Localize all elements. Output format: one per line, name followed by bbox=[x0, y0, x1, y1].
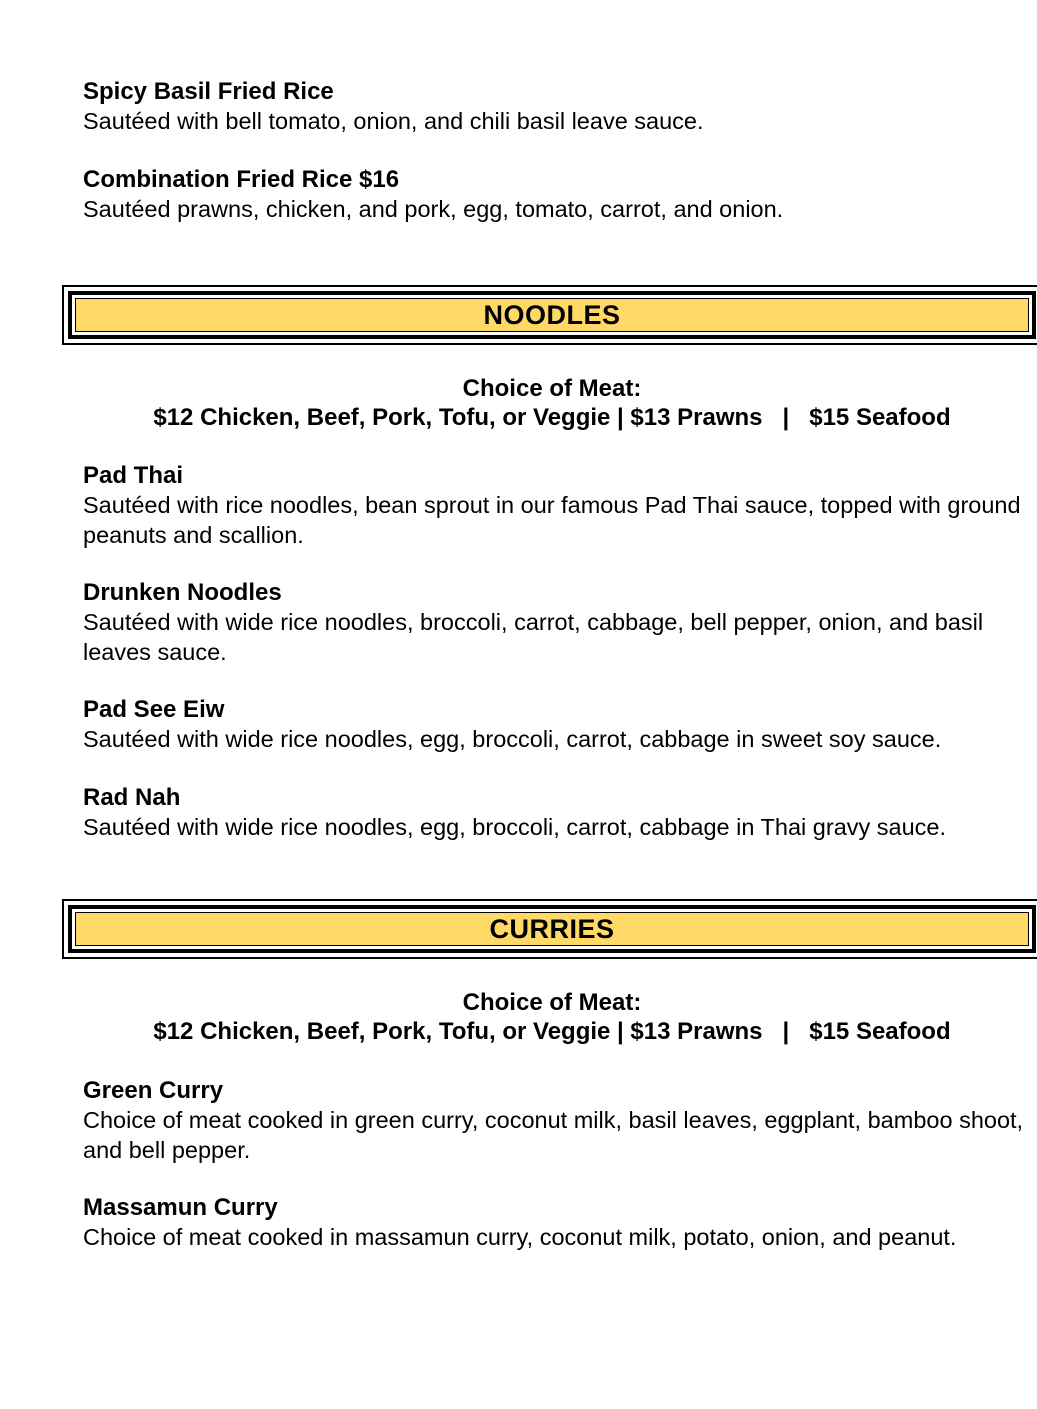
meat-choice-prices: $12 Chicken, Beef, Pork, Tofu, or Veggie | $13 Prawns | $15 Seafood bbox=[153, 1018, 951, 1045]
section-title: NOODLES bbox=[75, 298, 1029, 332]
item-description: Choice of meat cooked in massamun curry, coconut milk, potato, onion, and peanut. bbox=[83, 1224, 957, 1250]
item-name: Massamun Curry bbox=[83, 1194, 278, 1221]
section-title: CURRIES bbox=[75, 912, 1029, 946]
meat-choice-prices: $12 Chicken, Beef, Pork, Tofu, or Veggie | $13 Prawns | $15 Seafood bbox=[153, 404, 951, 431]
curries-meat-choice bbox=[62, 988, 1037, 1046]
item-name: Combination Fried Rice $16 bbox=[83, 166, 400, 193]
item-name: Drunken Noodles bbox=[83, 579, 282, 606]
menu-item-pad-see-eiw bbox=[83, 695, 1028, 754]
item-description: Sautéed with wide rice noodles, egg, broccoli, carrot, cabbage in Thai gravy sauce. bbox=[83, 814, 947, 840]
menu-item-spicy-basil-fried-rice bbox=[83, 77, 1028, 136]
item-name: Pad Thai bbox=[83, 462, 184, 489]
banner-frame bbox=[68, 291, 1036, 339]
menu-item-pad-thai bbox=[83, 461, 1028, 550]
item-name: Pad See Eiw bbox=[83, 696, 225, 723]
item-description: Sautéed with wide rice noodles, egg, broccoli, carrot, cabbage in sweet soy sauce. bbox=[83, 726, 942, 752]
item-description: Sautéed with wide rice noodles, broccoli, carrot, cabbage, bell pepper, onion, and basil leaves sauce. bbox=[83, 609, 984, 665]
menu-item-drunken-noodles bbox=[83, 578, 1028, 667]
item-name: Spicy Basil Fried Rice bbox=[83, 78, 334, 105]
section-banner-noodles bbox=[62, 285, 1037, 345]
item-description: Sautéed with bell tomato, onion, and chili basil leave sauce. bbox=[83, 108, 704, 134]
menu-item-massamun-curry bbox=[83, 1193, 1028, 1252]
item-description: Choice of meat cooked in green curry, coconut milk, basil leaves, eggplant, bamboo shoot, and bell pepper. bbox=[83, 1107, 1024, 1163]
menu-item-combination-fried-rice bbox=[83, 165, 1028, 224]
section-banner-curries bbox=[62, 899, 1037, 959]
banner-frame bbox=[68, 905, 1036, 953]
menu-item-green-curry bbox=[83, 1076, 1028, 1165]
menu-item-rad-nah bbox=[83, 783, 1028, 842]
meat-choice-heading: Choice of Meat: bbox=[462, 989, 642, 1016]
meat-choice-heading: Choice of Meat: bbox=[462, 375, 642, 402]
item-description: Sautéed prawns, chicken, and pork, egg, tomato, carrot, and onion. bbox=[83, 196, 784, 222]
noodles-meat-choice bbox=[62, 374, 1037, 432]
item-name: Rad Nah bbox=[83, 784, 181, 811]
item-name: Green Curry bbox=[83, 1077, 224, 1104]
item-description: Sautéed with rice noodles, bean sprout in our famous Pad Thai sauce, topped with ground peanuts and scallion. bbox=[83, 492, 1021, 548]
